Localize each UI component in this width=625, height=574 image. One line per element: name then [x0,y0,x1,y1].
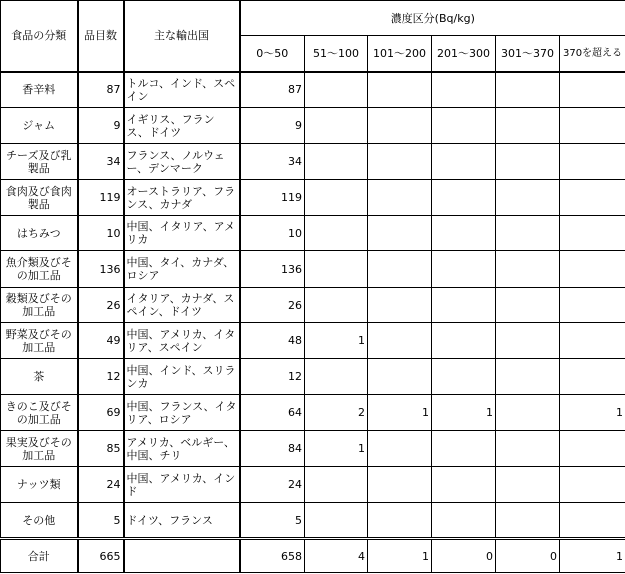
cell-value [432,431,496,467]
cell-category: 果実及びその加工品 [1,431,78,467]
cell-category: きのこ及びその加工品 [1,395,78,431]
cell-value: 84 [240,431,305,467]
cell-value: 1 [432,395,496,431]
cell-countries: 中国、イタリア、アメリカ [124,216,240,251]
cell-value [496,180,560,216]
cell-value: 0 [432,539,496,573]
cell-value [496,288,560,323]
table-row [1,431,625,467]
cell-count: 12 [78,359,124,395]
cell-value [368,323,432,359]
cell-value: 10 [240,216,305,251]
cell-countries: イタリア、カナダ、スペイン、ドイツ [124,288,240,323]
header-countries: 主な輸出国 [124,1,240,72]
cell-value [560,180,625,216]
cell-value [560,108,625,144]
cell-value [432,216,496,251]
cell-value [432,359,496,395]
cell-value: 0 [496,539,560,573]
cell-count: 34 [78,144,124,180]
cell-value [432,251,496,288]
cell-value [496,323,560,359]
cell-value: 658 [240,539,305,573]
cell-countries [124,539,240,573]
cell-value: 64 [240,395,305,431]
cell-value: 5 [240,503,305,539]
cell-value [432,503,496,539]
header-range: 0～50 [240,36,305,72]
cell-value [432,288,496,323]
cell-value: 34 [240,144,305,180]
cell-value [496,108,560,144]
cell-value [368,288,432,323]
cell-value [368,72,432,108]
table-row [1,323,625,359]
cell-value: 136 [240,251,305,288]
cell-category: 香辛料 [1,72,78,108]
cell-value [432,72,496,108]
cell-countries: 中国、インド、スリランカ [124,359,240,395]
cell-value: 1 [305,431,368,467]
cell-count: 5 [78,503,124,539]
cell-category: 合計 [1,539,78,573]
cell-value [368,431,432,467]
header-range: 201～300 [432,36,496,72]
cell-value: 1 [368,395,432,431]
cell-value [496,395,560,431]
cell-value [560,251,625,288]
cell-countries: イギリス、フランス、ドイツ [124,108,240,144]
table-row [1,288,625,323]
cell-value [368,216,432,251]
cell-value [368,144,432,180]
cell-value: 48 [240,323,305,359]
cell-value [496,431,560,467]
table-row [1,359,625,395]
cell-value [496,503,560,539]
cell-countries: オーストラリア、フランス、カナダ [124,180,240,216]
cell-count: 119 [78,180,124,216]
header-range: 370を超える [560,36,625,72]
cell-count: 665 [78,539,124,573]
cell-value [368,359,432,395]
cell-countries: 中国、アメリカ、インド [124,467,240,503]
header-concentration: 濃度区分(Bq/kg) [240,1,625,36]
cell-value [496,251,560,288]
cell-value: 87 [240,72,305,108]
cell-value [368,467,432,503]
cell-value: 4 [305,539,368,573]
cell-value [432,180,496,216]
table-row [1,180,625,216]
cell-value: 9 [240,108,305,144]
cell-countries: ドイツ、フランス [124,503,240,539]
table-row [1,144,625,180]
cell-value [560,144,625,180]
cell-count: 87 [78,72,124,108]
cell-value [496,467,560,503]
cell-category: 野菜及びその加工品 [1,323,78,359]
cell-category: ナッツ類 [1,467,78,503]
cell-value: 1 [560,395,625,431]
cell-value [560,72,625,108]
cell-count: 136 [78,251,124,288]
cell-value [305,180,368,216]
cell-value [305,144,368,180]
cell-value: 24 [240,467,305,503]
table-row [1,108,625,144]
cell-value [305,72,368,108]
cell-countries: 中国、アメリカ、イタリア、スペイン [124,323,240,359]
table-row [1,503,625,539]
cell-value: 1 [368,539,432,573]
cell-value [368,503,432,539]
cell-countries: フランス、ノルウェー、デンマーク [124,144,240,180]
cell-value: 119 [240,180,305,216]
total-row [1,539,625,573]
cell-value [560,359,625,395]
cell-value: 2 [305,395,368,431]
cell-value [432,144,496,180]
cell-value: 26 [240,288,305,323]
cell-value [432,467,496,503]
header-category: 食品の分類 [1,1,78,72]
cell-value [560,503,625,539]
header-range: 51～100 [305,36,368,72]
header-count: 品目数 [78,1,124,72]
cell-value [496,72,560,108]
header-range: 301～370 [496,36,560,72]
cell-value [305,288,368,323]
cell-countries: アメリカ、ベルギー、中国、チリ [124,431,240,467]
cell-value [496,359,560,395]
table-row [1,395,625,431]
cell-value [305,467,368,503]
cell-value [368,251,432,288]
cell-value [560,216,625,251]
cell-count: 9 [78,108,124,144]
cell-value [496,216,560,251]
cell-value [560,431,625,467]
cell-count: 69 [78,395,124,431]
cell-category: チーズ及び乳製品 [1,144,78,180]
cell-value: 12 [240,359,305,395]
header-range: 101～200 [368,36,432,72]
cell-value [496,144,560,180]
cell-category: 茶 [1,359,78,395]
cell-value [305,359,368,395]
cell-value [305,216,368,251]
cell-value [432,323,496,359]
cell-count: 10 [78,216,124,251]
table-row [1,251,625,288]
cell-category: 穀類及びその加工品 [1,288,78,323]
cell-category: 魚介類及びその加工品 [1,251,78,288]
cell-count: 24 [78,467,124,503]
cell-value [305,108,368,144]
cell-category: はちみつ [1,216,78,251]
cell-value [432,108,496,144]
cell-count: 85 [78,431,124,467]
table-row [1,467,625,503]
cell-value [305,251,368,288]
cell-countries: 中国、タイ、カナダ、ロシア [124,251,240,288]
cell-category: ジャム [1,108,78,144]
cell-value [560,288,625,323]
cell-value: 1 [305,323,368,359]
cell-value [560,467,625,503]
table-row [1,216,625,251]
cell-value [560,323,625,359]
cell-category: 食肉及び食肉製品 [1,180,78,216]
cell-value [305,503,368,539]
cell-value [368,108,432,144]
cell-category: その他 [1,503,78,539]
cell-countries: トルコ、インド、スペイン [124,72,240,108]
cell-countries: 中国、フランス、イタリア、ロシア [124,395,240,431]
cell-value: 1 [560,539,625,573]
cell-value [368,180,432,216]
cell-count: 49 [78,323,124,359]
cell-count: 26 [78,288,124,323]
table-row [1,72,625,108]
